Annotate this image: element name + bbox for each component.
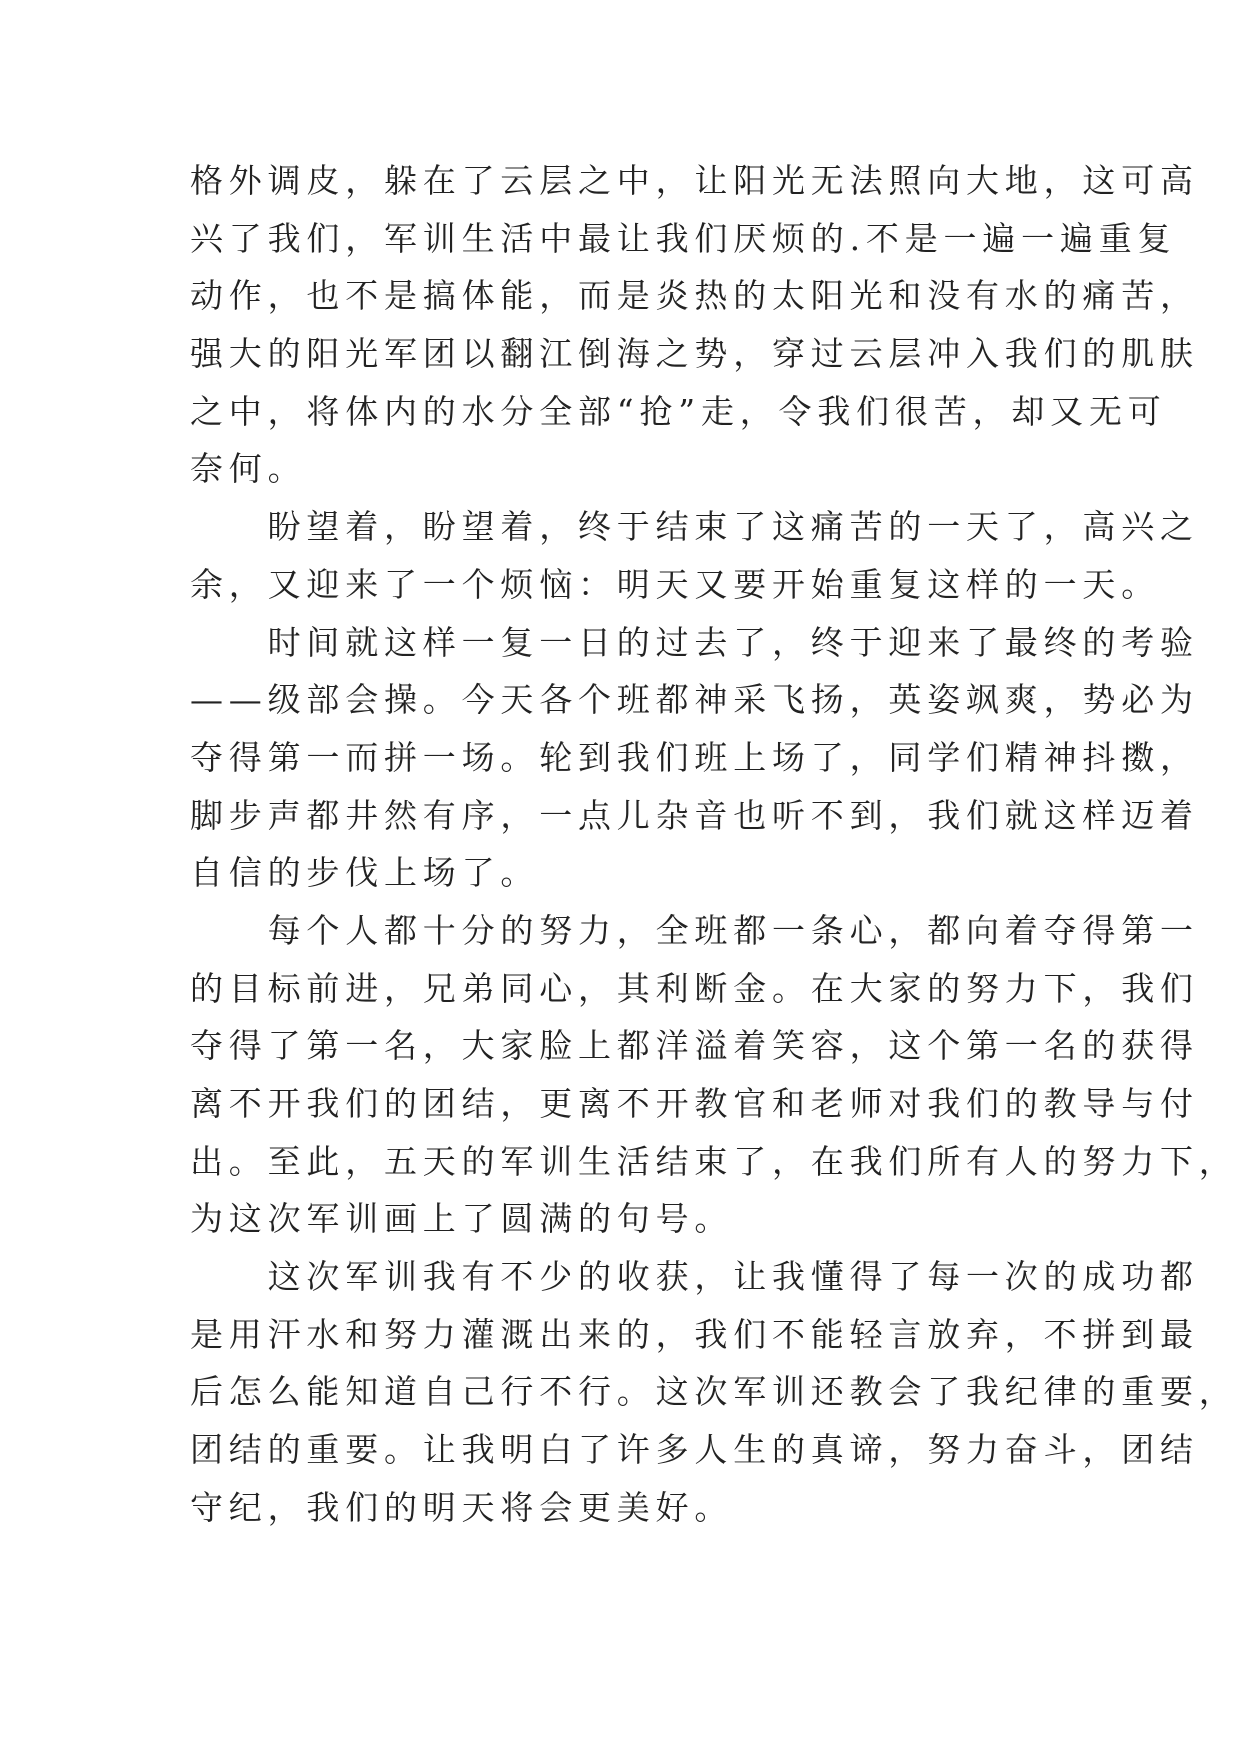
text-line: 奈何。 — [190, 449, 307, 489]
text-line: 离不开我们的团结，更离不开教官和老师对我们的教导与付 — [190, 1084, 1199, 1123]
text-line: ——级部会操。今天各个班都神采飞扬，英姿飒爽，势必为 — [190, 680, 1199, 720]
body-text — [190, 152, 1238, 1537]
text-line: 夺得第一而拼一场。轮到我们班上场了，同学们精神抖擞， — [190, 737, 1199, 777]
text-line: 动作，也不是搞体能，而是炎热的太阳光和没有水的痛苦， — [190, 276, 1199, 316]
text-line: 为这次军训画上了圆满的句号。 — [190, 1199, 734, 1239]
text-line: 的目标前进，兄弟同心，其利断金。在大家的努力下，我们 — [190, 968, 1199, 1008]
text-line: 之中，将体内的水分全部“抢”走，令我们很苦，却又无可 — [190, 391, 1167, 431]
text-line: 余，又迎来了一个烦恼：明天又要开始重复这样的一天。 — [190, 564, 1160, 604]
text-line: 后怎么能知道自己行不行。这次军训还教会了我纪律的重要， — [190, 1372, 1238, 1412]
text-line: 每个人都十分的努力，全班都一条心，都向着夺得第一 — [190, 910, 1199, 950]
text-line: 守纪，我们的明天将会更美好。 — [190, 1487, 734, 1527]
text-line: 夺得了第一名，大家脸上都洋溢着笑容，这个第一名的获得 — [190, 1026, 1199, 1066]
text-line: 这次军训我有不少的收获，让我懂得了每一次的成功都 — [190, 1257, 1199, 1297]
text-line: 是用汗水和努力灌溉出来的，我们不能轻言放弃，不拼到最 — [190, 1314, 1199, 1354]
text-line: 脚步声都井然有序，一点儿杂音也听不到，我们就这样迈着 — [190, 795, 1199, 835]
text-line: 盼望着，盼望着，终于结束了这痛苦的一天了，高兴之 — [190, 507, 1199, 547]
text-line: 时间就这样一复一日的过去了，终于迎来了最终的考验 — [190, 622, 1199, 662]
text-line: 团结的重要。让我明白了许多人生的真谛，努力奋斗，团结 — [190, 1430, 1199, 1470]
text-line: 强大的阳光军团以翻江倒海之势，穿过云层冲入我们的肌肤 — [190, 334, 1199, 374]
text-line: 自信的步伐上场了。 — [190, 853, 540, 893]
text-line: 出。至此，五天的军训生活结束了，在我们所有人的努力下， — [190, 1141, 1238, 1181]
text-line: 兴了我们，军训生活中最让我们厌烦的.不是一遍一遍重复 — [190, 218, 1177, 258]
text-line: 格外调皮，躲在了云层之中，让阳光无法照向大地，这可高 — [190, 161, 1199, 200]
